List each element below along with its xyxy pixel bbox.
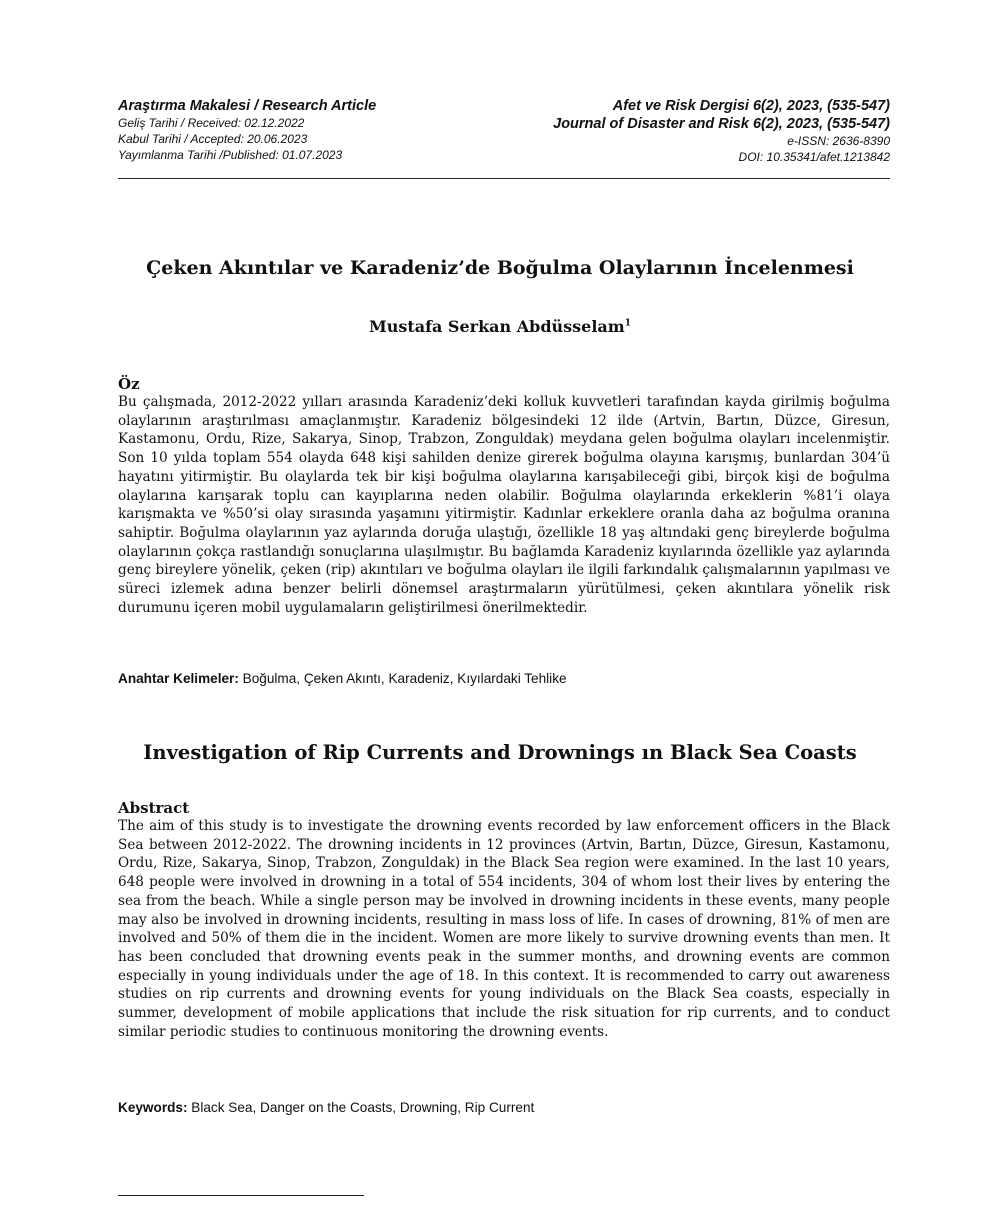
paper-title-en: Investigation of Rip Currents and Drownings ın Black Sea Coasts <box>143 741 857 764</box>
published-date: Yayımlanma Tarihi /Published: 01.07.2023 <box>118 148 343 162</box>
journal-info <box>553 97 890 165</box>
keywords-tr <box>118 670 890 688</box>
abstract-heading: Abstract <box>118 799 190 817</box>
keywords-en-label: Keywords: <box>118 1100 188 1115</box>
author-name: Mustafa Serkan Abdüsselam <box>368 317 625 336</box>
journal-title-en: Journal of Disaster and Risk 6(2), 2023, (535-547) <box>553 116 890 132</box>
page-header <box>118 97 890 177</box>
eissn: e-ISSN: 2636-8390 <box>787 134 890 148</box>
keywords-tr-label: Anahtar Kelimeler: <box>118 671 239 686</box>
keywords-en <box>118 1099 890 1117</box>
header-divider <box>118 178 890 179</box>
oz-heading: Öz <box>118 375 140 393</box>
oz-section <box>118 375 890 617</box>
keywords-en-value: Black Sea, Danger on the Coasts, Drowning, Rip Current <box>191 1100 535 1115</box>
footnote-divider <box>118 1195 364 1196</box>
keywords-tr-value: Boğulma, Çeken Akıntı, Karadeniz, Kıyılardaki Tehlike <box>242 671 567 686</box>
journal-title-tr: Afet ve Risk Dergisi 6(2), 2023, (535-547) <box>612 98 890 114</box>
doi: DOI: 10.35341/afet.1213842 <box>738 150 890 164</box>
article-type: Araştırma Makalesi / Research Article <box>118 98 377 114</box>
article-info <box>118 97 376 163</box>
author <box>0 317 1000 336</box>
received-date: Geliş Tarihi / Received: 02.12.2022 <box>118 116 305 130</box>
accepted-date: Kabul Tarihi / Accepted: 20.06.2023 <box>118 132 308 146</box>
paper-title-tr: Çeken Akıntılar ve Karadeniz’de Boğulma Olaylarının İncelenmesi <box>146 257 854 279</box>
oz-text: Bu çalışmada, 2012-2022 yılları arasında Karadeniz’deki kolluk kuvvetleri tarafından kayda girilmiş boğulma olaylarının araştırılması amaçlanmıştır. Karadeniz bölgesindeki 12 ilde (Artvin, Bartın, Düzce, Giresun, Kastamonu, Ordu, Rize, Sakarya, Sinop, Trabzon, Zonguldak) meydana gelen boğulma olayları incelenmiştir. Son 10 yılda toplam 554 olayda 648 kişi sahilden denize girerek boğulma olayına karışmış, bunlardan 304’ü hayatını yitirmiştir. Bu olaylarda tek bir kişi boğulma olaylarına karışabileceği gibi, birçok kişi de boğulma olaylarına karışarak toplu can kayıplarına neden olabilir. Boğulma olaylarında erkeklerin %81’i olaya karışmakta ve %50’si olay sırasında yaşamını yitirmiştir. Kadınlar erkeklere oranla daha az boğulma oranına sahiptir. Boğulma olaylarının yaz aylarında doruğa ulaştığı, özellikle 18 yaş altındaki genç bireylerde boğulma olaylarının çokça rastlandığı sonuçlarına ulaşılmıştır. Bu bağlamda Karadeniz kıyılarında özellikle yaz aylarında genç bireylere yönelik, çeken (rip) akıntıları ve boğulma olayları ile ilgili farkındalık çalışmalarının yapılması ve süreci izlemek adına benzer belirli dönemsel araştırmaların yürütülmesi, çeken akıntılara yönelik risk durumunu içeren mobil uygulamaların geliştirilmesi önerilmektedir. <box>118 394 890 616</box>
abstract-text: The aim of this study is to investigate the drowning events recorded by law enforcement officers in the Black Sea between 2012-2022. The drowning incidents in 12 provinces (Artvin, Bartın, Düzce, Giresun, Kastamonu, Ordu, Rize, Sakarya, Sinop, Trabzon, Zonguldak) in the Black Sea region were examined. In the last 10 years, 648 people were involved in drowning in a total of 554 incidents, 304 of whom lost their lives by entering the sea from the beach. While a single person may be involved in drowning incidents in these events, many people may also be involved in drowning incidents, resulting in mass loss of life. In cases of drowning, 81% of men are involved and 50% of them die in the incident. Women are more likely to survive drowning events than men. It has been concluded that drowning events peak in the summer months, and drowning events are common especially in young individuals under the age of 18. In this context. It is recommended to carry out awareness studies on rip currents and drowning events for young individuals on the Black Sea coasts, especially in summer, development of mobile applications that include the risk situation for rip currents, and to conduct similar periodic studies to continuous monitoring the drowning events. <box>118 818 890 1040</box>
author-affiliation-mark: 1 <box>624 318 631 329</box>
abstract-section <box>118 799 890 1041</box>
